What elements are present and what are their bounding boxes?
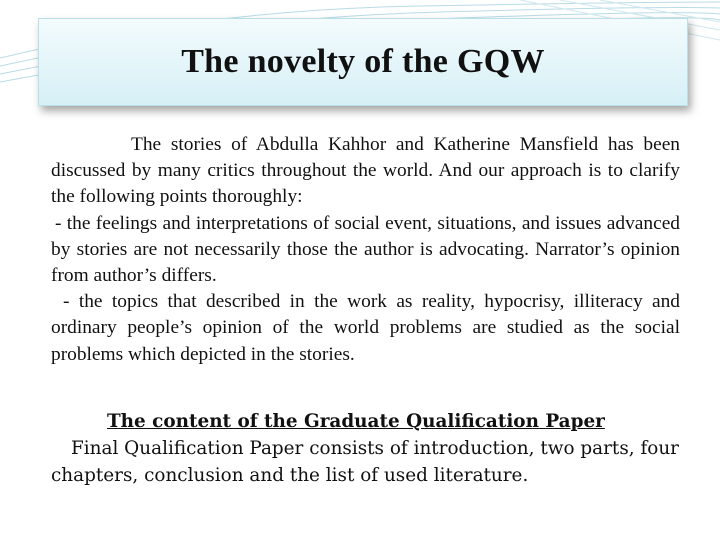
intro-paragraph: The stories of Abdulla Kahhor and Katherine Mansfield has been discussed by many critics throughout the world. And our approach is to clarify the following points thoroughly: [51, 134, 680, 208]
point-feelings: - the feelings and interpretations of social event, situations, and issues advanced by stories are not necessarily those the author is advocating. Narrator’s opinion from author’s differs. [51, 212, 680, 287]
body-text [51, 132, 680, 368]
content-section [51, 408, 680, 489]
slide-title: The novelty of the GQW [181, 43, 545, 80]
content-text: Final Qualification Paper consists of introduction, two parts, four chapters, conclusion and the list of used literature. [51, 438, 679, 486]
title-box [38, 18, 688, 106]
content-heading: The content of the Graduate Qualification Paper [107, 411, 605, 432]
point-topics: - the topics that described in the work as reality, hypocrisy, illiteracy and ordinary people’s opinion of the world problems are studied as the social problems which depicted in the stories. [51, 291, 680, 365]
